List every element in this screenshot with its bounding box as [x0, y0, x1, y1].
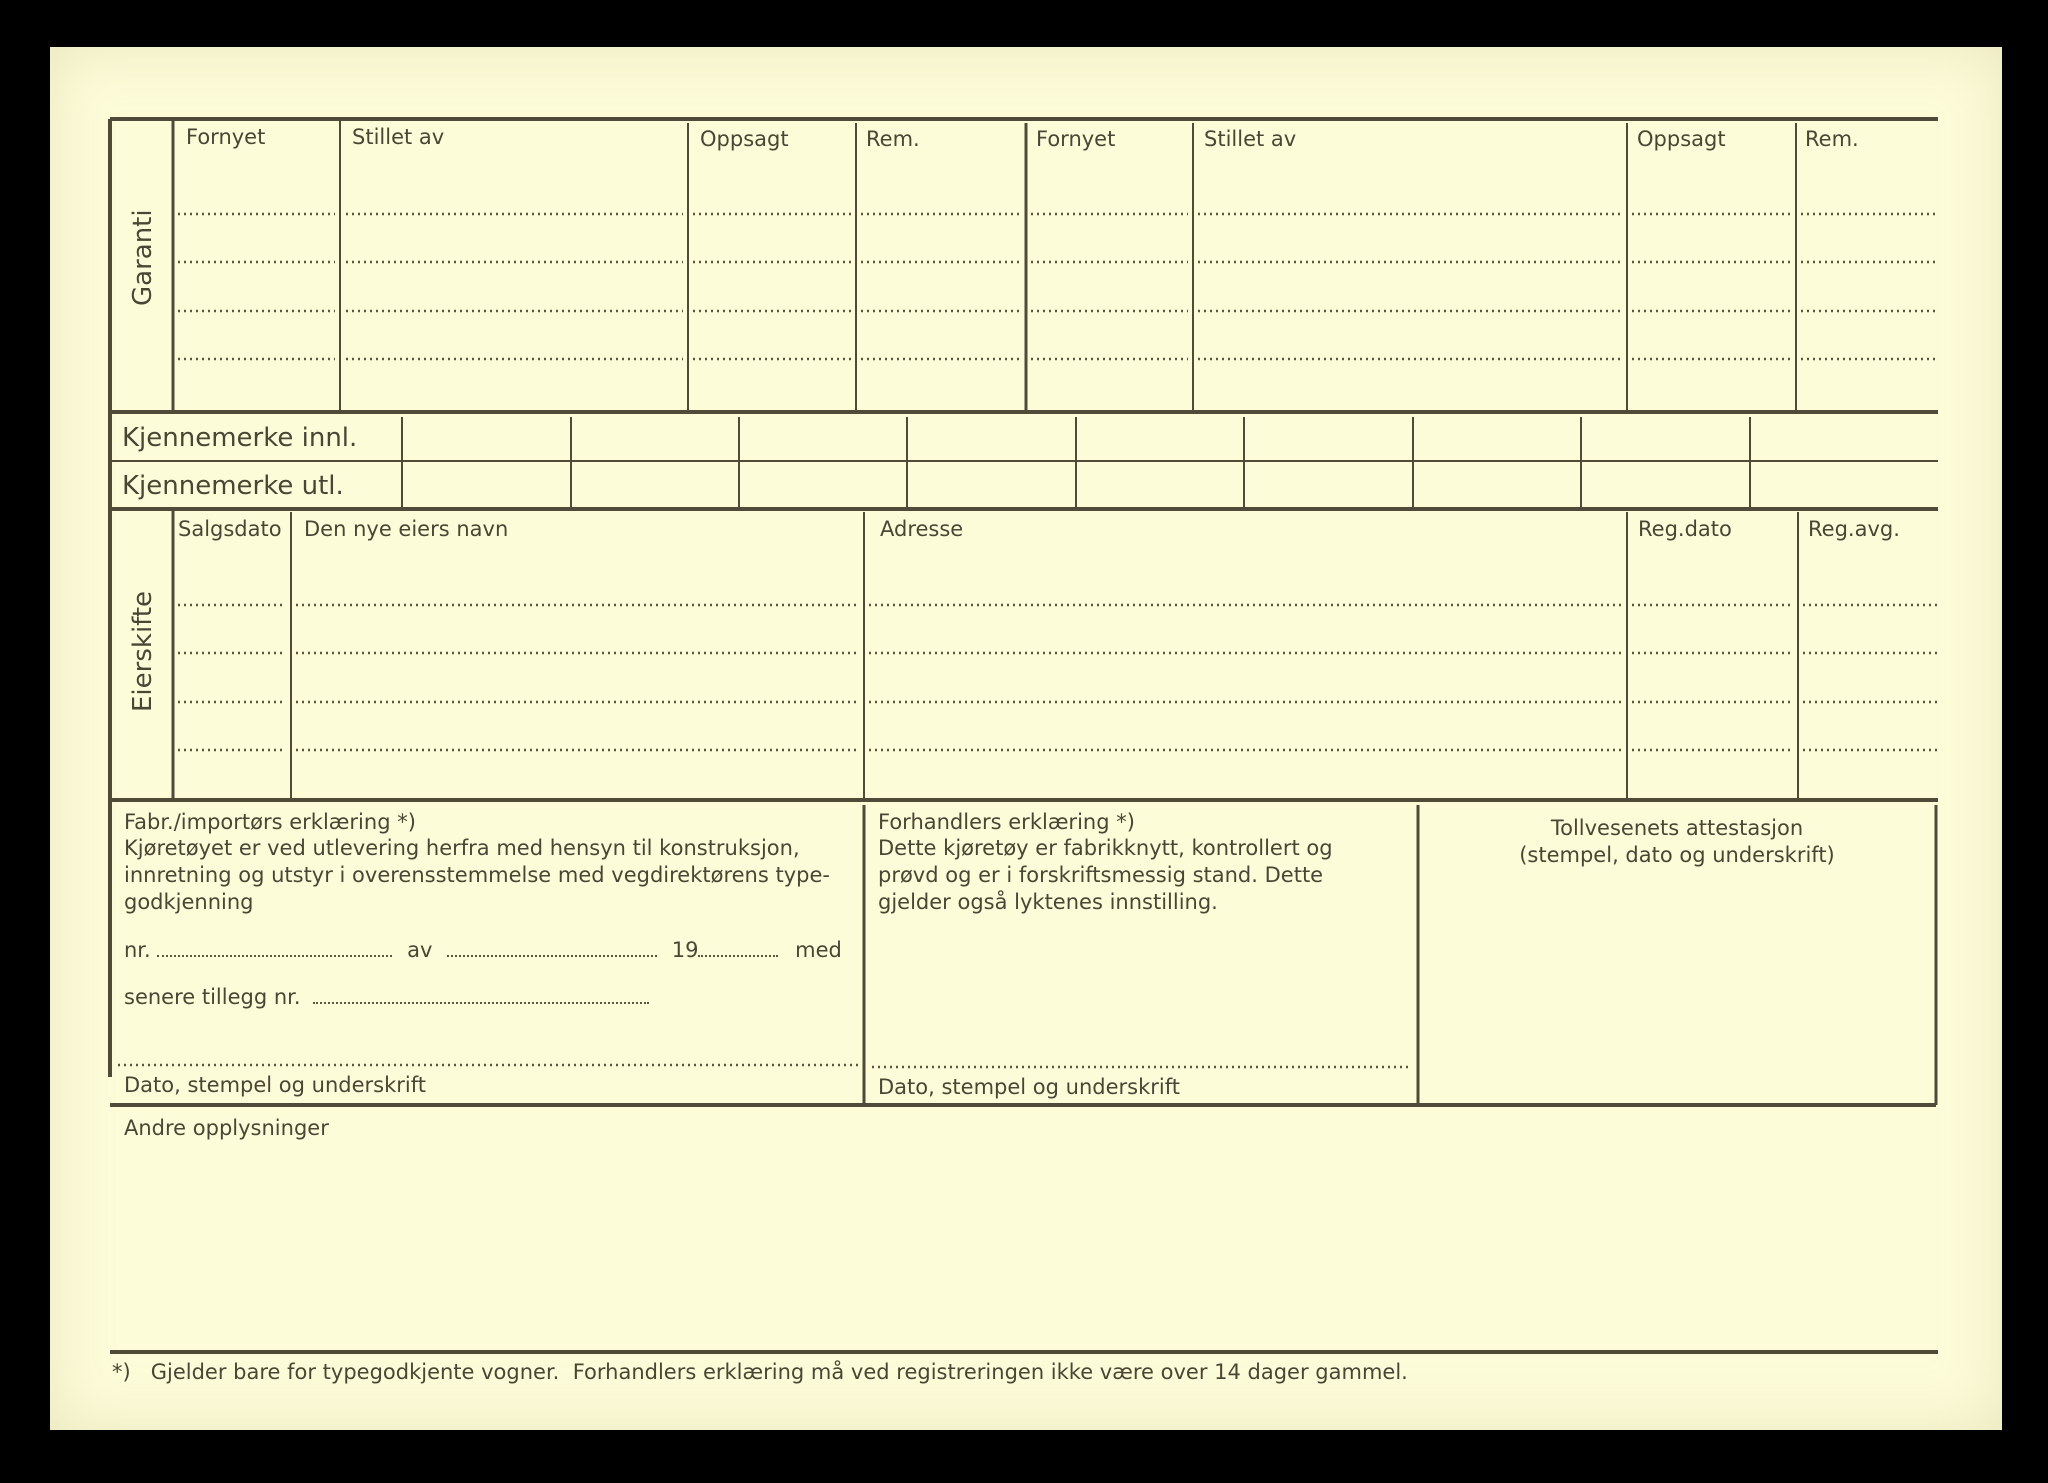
garanti-header-oppsagt-1: Oppsagt: [700, 127, 789, 151]
form-grid-lines: [50, 47, 2002, 1430]
fabr-av-label: av: [407, 938, 433, 962]
garanti-header-oppsagt-2: Oppsagt: [1637, 127, 1726, 151]
garanti-header-stillet-av-1: Stillet av: [352, 125, 445, 149]
fabr-tillegg-field[interactable]: [313, 984, 649, 1004]
toll-title: Tollvesenets attestasjon: [1550, 816, 1804, 840]
fabr-nr-field[interactable]: [157, 937, 392, 957]
eierskifte-header-adresse: Adresse: [880, 517, 964, 541]
eierskifte-header-reg-dato: Reg.dato: [1638, 517, 1732, 541]
fabr-tillegg-line: [124, 984, 649, 1008]
toll-subtitle: (stempel, dato og underskrift): [1519, 843, 1835, 867]
form-card: [50, 47, 2002, 1430]
kjennemerke-innl-label: Kjennemerke innl.: [122, 423, 358, 453]
garanti-header-rem-1: Rem.: [866, 127, 920, 151]
forhandler-sign-label: Dato, stempel og underskrift: [878, 1075, 1180, 1099]
eierskifte-header-eiers-navn: Den nye eiers navn: [304, 517, 509, 541]
eierskifte-header-reg-avg: Reg.avg.: [1808, 517, 1900, 541]
fabr-med-label: med: [795, 938, 842, 962]
fabr-sign-label: Dato, stempel og underskrift: [124, 1073, 426, 1097]
eierskifte-header-salgsdato: Salgsdato: [178, 517, 282, 541]
footnote: *) Gjelder bare for typegodkjente vogner. Forhandlers erklæring må ved registreringen ikke være over 14 dager gammel.: [112, 1360, 1408, 1384]
fabr-year-prefix: 19: [671, 938, 699, 962]
eierskifte-side-label: Eierskifte: [128, 590, 158, 712]
fabr-body: Kjøretøyet er ved utlevering herfra med hensyn til konstruksjon, innretning og utstyr i overensstemmelse med vegdirektørens type- godkjenning: [124, 836, 830, 914]
garanti-header-rem-2: Rem.: [1805, 127, 1859, 151]
fabr-av-field[interactable]: [447, 937, 657, 957]
garanti-header-stillet-av-2: Stillet av: [1204, 127, 1297, 151]
kjennemerke-utl-label: Kjennemerke utl.: [122, 471, 344, 501]
garanti-header-fornyet-2: Fornyet: [1036, 127, 1116, 151]
forhandler-body: Dette kjøretøy er fabrikknytt, kontrollert og prøvd og er i forskriftsmessig stand. Dette gjelder også lyktenes innstilling.: [878, 836, 1333, 914]
garanti-side-label: Garanti: [128, 209, 158, 306]
fabr-nr-label: nr.: [124, 938, 151, 962]
fabr-title: Fabr./importørs erklæring *): [124, 810, 416, 834]
fabr-nr-line: [124, 937, 842, 961]
garanti-header-fornyet-1: Fornyet: [186, 125, 266, 149]
fabr-year-field[interactable]: [698, 937, 778, 957]
andre-opplysninger-label: Andre opplysninger: [124, 1116, 329, 1140]
forhandler-title: Forhandlers erklæring *): [878, 810, 1135, 834]
fabr-tillegg-label: senere tillegg nr.: [124, 985, 301, 1009]
